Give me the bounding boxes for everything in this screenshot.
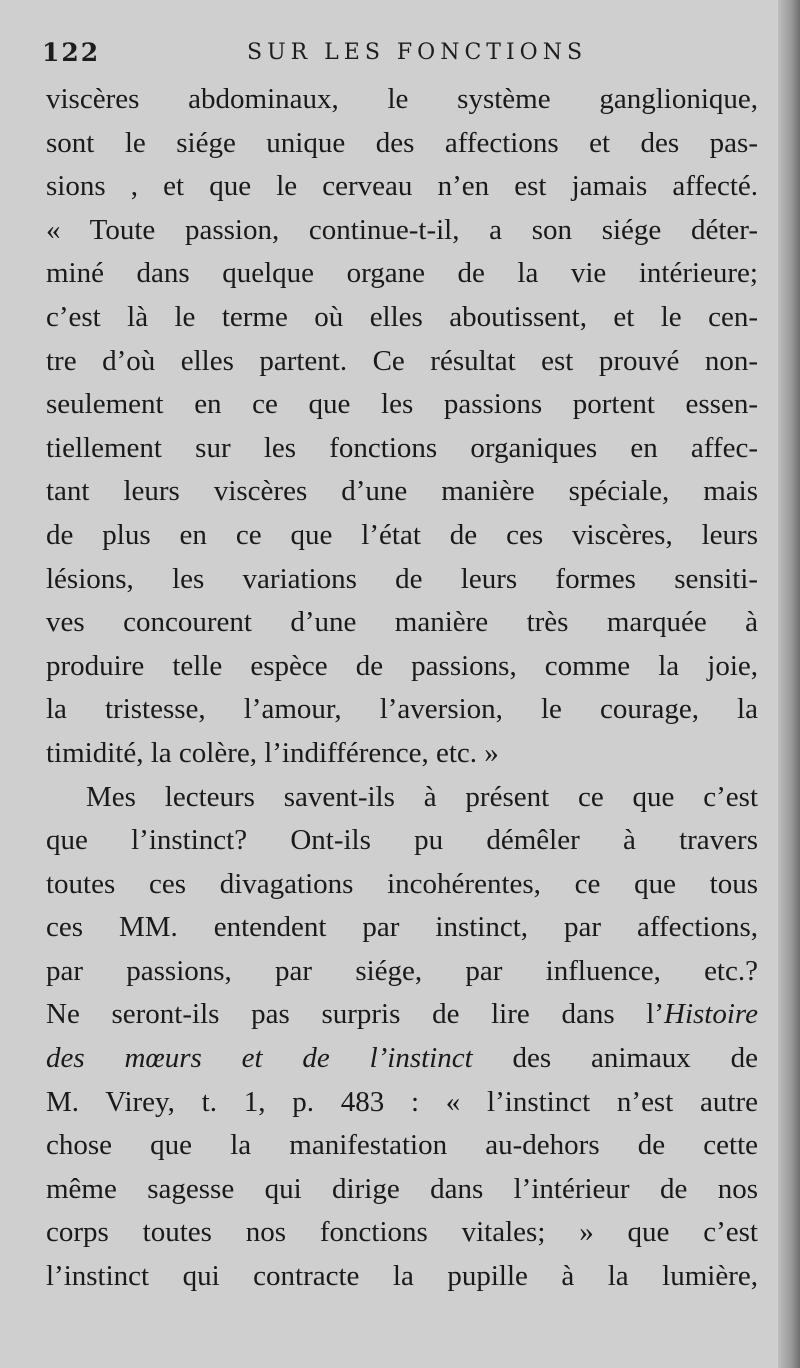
text-segment: des animaux de xyxy=(472,1042,758,1075)
italic-title: Histoire xyxy=(664,998,758,1031)
page-edge-shadow xyxy=(778,0,800,1368)
text-line: sont le siége unique des affections et des pas- xyxy=(46,126,758,159)
text-line: par passions, par siége, par influence, etc.? xyxy=(46,954,758,987)
text-line: produire telle espèce de passions, comme la joie, xyxy=(46,649,758,682)
text-line: tiellement sur les fonctions organiques en affec- xyxy=(46,431,758,464)
text-line: M. Virey, t. 1, p. 483 : « l’instinct n’est autre xyxy=(46,1085,758,1118)
text-line: que l’instinct? Ont-ils pu démêler à travers xyxy=(46,824,758,857)
text-line: de plus en ce que l’état de ces viscères, leurs xyxy=(46,518,758,551)
text-line: viscères abdominaux, le système ganglionique, xyxy=(46,83,758,115)
running-head: SUR LES FONCTIONS xyxy=(247,40,588,65)
text-line: timidité, la colère, l’indifférence, etc. » xyxy=(46,736,499,769)
page-number: 122 xyxy=(42,38,101,67)
text-line: seulement en ce que les passions portent essen- xyxy=(46,388,758,421)
text-line: « Toute passion, continue-t-il, a son siége déter- xyxy=(46,213,758,246)
text-line: la tristesse, l’amour, l’aversion, le courage, la xyxy=(46,693,758,726)
body-text xyxy=(46,78,758,1299)
text-line: l’instinct qui contracte la pupille à la lumière, xyxy=(46,1260,758,1293)
text-line: ces MM. entendent par instinct, par affections, xyxy=(46,911,758,944)
text-line: chose que la manifestation au-dehors de cette xyxy=(46,1129,758,1162)
italic-title: des mœurs et de l’instinct xyxy=(46,1042,473,1075)
text-line: lésions, les variations de leurs formes sensiti- xyxy=(46,562,758,595)
text-line: miné dans quelque organe de la vie intérieure; xyxy=(46,257,758,290)
text-line: Mes lecteurs savent-ils à présent ce que c’est xyxy=(86,780,758,813)
text-line: même sagesse qui dirige dans l’intérieur de nos xyxy=(46,1172,758,1205)
text-line: sions , et que le cerveau n’en est jamais affecté. xyxy=(46,170,758,203)
text-line xyxy=(46,1037,758,1081)
text-line: tant leurs viscères d’une manière spéciale, mais xyxy=(46,475,758,508)
text-line: tre d’où elles partent. Ce résultat est prouvé non- xyxy=(46,344,758,377)
text-line: ves concourent d’une manière très marquée à xyxy=(46,606,758,639)
text-line: c’est là le terme où elles aboutissent, et le cen- xyxy=(46,300,758,333)
text-line xyxy=(46,993,758,1037)
text-line: toutes ces divagations incohérentes, ce que tous xyxy=(46,867,758,900)
page-header xyxy=(42,38,762,74)
text-line: corps toutes nos fonctions vitales; » que c’est xyxy=(46,1216,758,1249)
text-segment: Ne seront-ils pas surpris de lire dans l’ xyxy=(46,998,665,1031)
